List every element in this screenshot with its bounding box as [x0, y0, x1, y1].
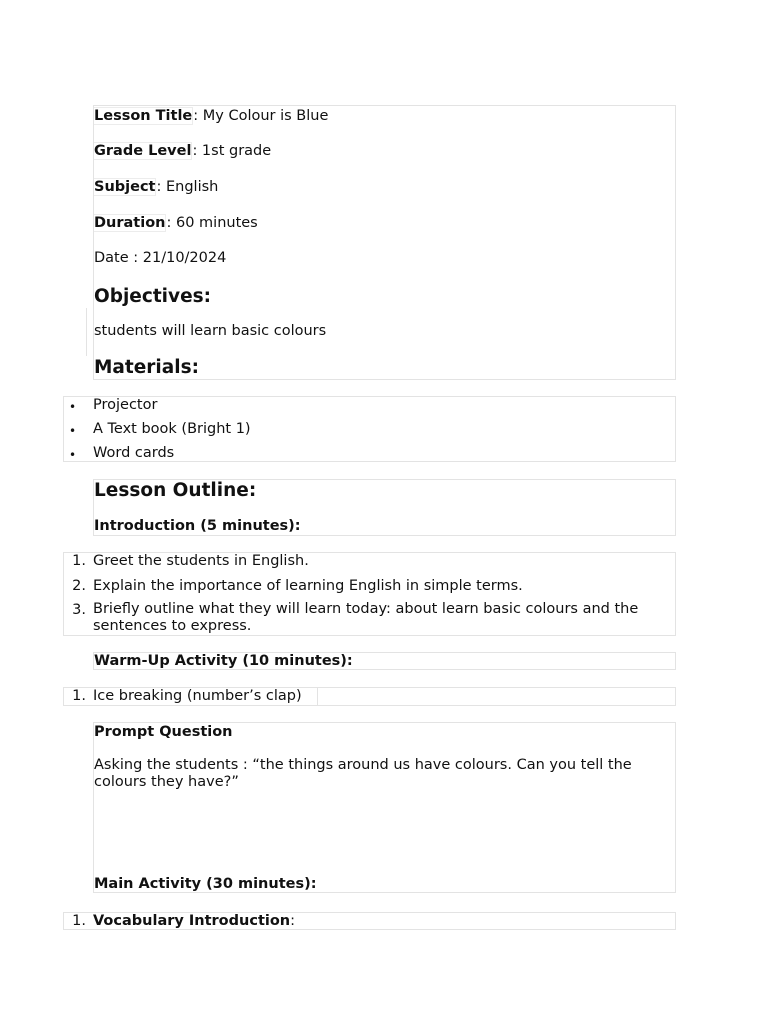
- introduction-heading: Introduction (5 minutes):: [94, 518, 301, 534]
- lesson-outline-section: [93, 479, 676, 536]
- intro-item-2: Explain the importance of learning English in simple terms.: [93, 578, 523, 594]
- bullet-icon: •: [69, 424, 77, 438]
- objectives-text: students will learn basic colours: [94, 323, 327, 339]
- warmup-section: [93, 652, 676, 670]
- lesson-outline-heading: Lesson Outline:: [94, 480, 257, 501]
- objectives-heading: Objectives:: [94, 286, 212, 307]
- list-number: 1.: [72, 913, 86, 929]
- bullet-icon: •: [69, 448, 77, 462]
- vocabulary-suffix: :: [290, 913, 296, 929]
- main-activity-heading: Main Activity (30 minutes):: [94, 876, 317, 892]
- materials-heading: Materials:: [94, 357, 199, 378]
- prompt-section: [93, 722, 676, 893]
- list-number: 1.: [72, 688, 86, 704]
- lesson-title-value: : My Colour is Blue: [193, 108, 329, 124]
- lesson-title-row: [94, 107, 328, 125]
- warmup-list: [63, 687, 676, 706]
- list-item: [64, 688, 318, 705]
- subject-value: : English: [156, 179, 219, 195]
- prompt-text: Asking the students : “the things around us have colours. Can you tell the colours they have?”: [94, 757, 632, 790]
- vocabulary-introduction-label: Vocabulary Introduction: [93, 913, 291, 929]
- list-number: 3.: [72, 602, 86, 618]
- lesson-title-label: Lesson Title: [94, 108, 193, 124]
- list-number: 1.: [72, 553, 86, 569]
- duration-label: Duration: [94, 215, 166, 231]
- material-item-2: A Text book (Bright 1): [93, 421, 251, 437]
- margin-rule: [86, 308, 87, 356]
- grade-level-row: [94, 142, 271, 160]
- duration-value: : 60 minutes: [166, 215, 258, 231]
- lesson-info-section: [93, 105, 676, 380]
- subject-label: Subject: [94, 179, 156, 195]
- grade-level-label: Grade Level: [94, 143, 192, 159]
- grade-level-value: : 1st grade: [192, 143, 272, 159]
- warmup-item-1: Ice breaking (number’s clap): [93, 688, 302, 704]
- prompt-heading: Prompt Question: [94, 724, 233, 740]
- materials-list: [63, 396, 676, 462]
- list-number: 2.: [72, 578, 86, 594]
- date-line: Date : 21/10/2024: [94, 250, 227, 266]
- intro-item-1: Greet the students in English.: [93, 553, 309, 569]
- intro-item-3: Briefly outline what they will learn today: about learn basic colours and the sentences to express.: [93, 601, 639, 634]
- warmup-heading: Warm-Up Activity (10 minutes):: [94, 653, 353, 669]
- main-item-1: [93, 912, 295, 930]
- main-activity-list: [63, 912, 676, 930]
- duration-row: [94, 214, 258, 232]
- introduction-list: [63, 552, 676, 636]
- material-item-1: Projector: [93, 397, 158, 413]
- bullet-icon: •: [69, 400, 77, 414]
- material-item-3: Word cards: [93, 445, 175, 461]
- subject-row: [94, 178, 218, 196]
